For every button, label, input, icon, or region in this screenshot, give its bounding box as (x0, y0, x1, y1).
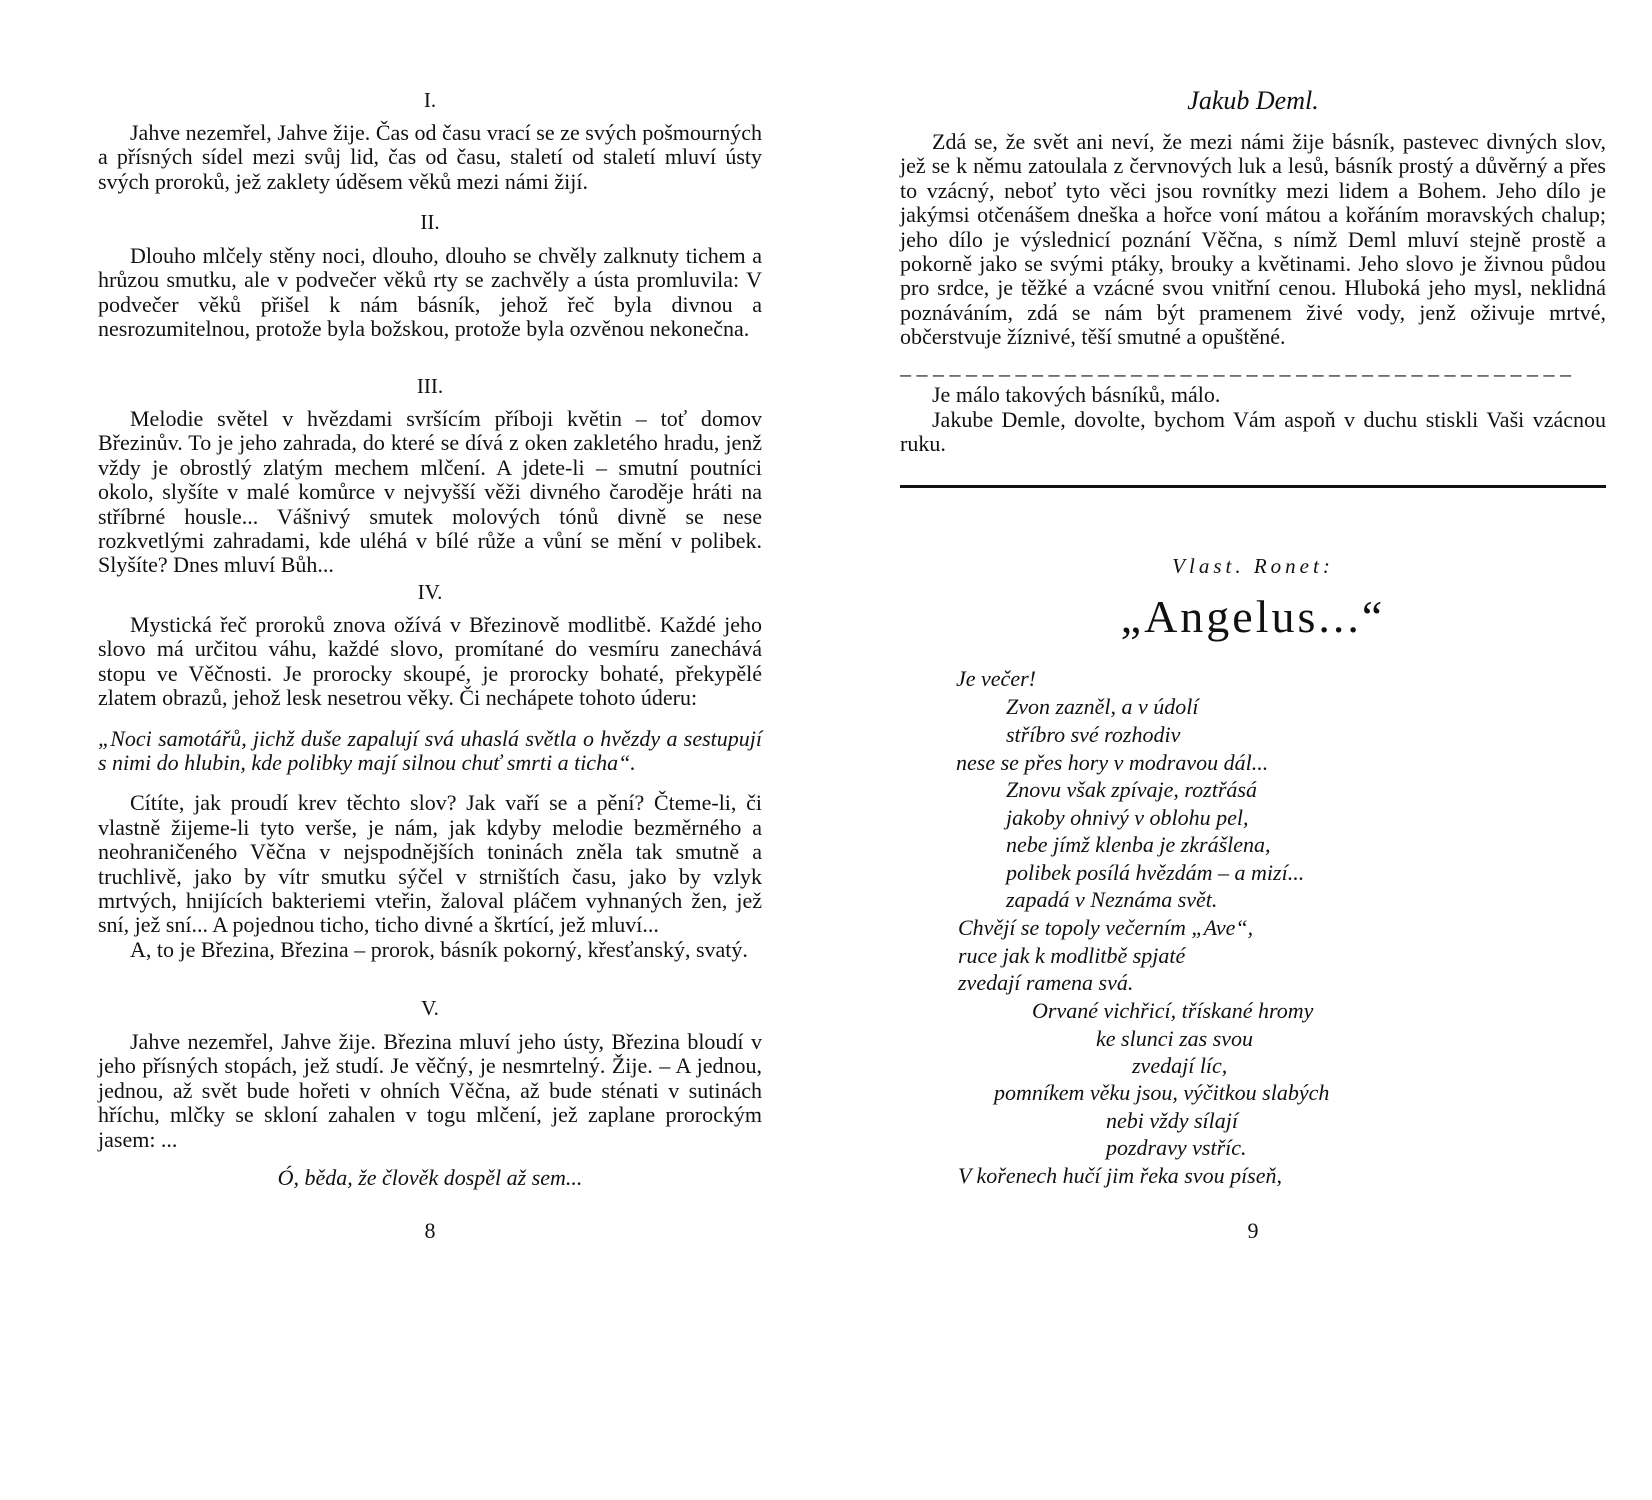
section-text: Jahve nezemřel, Jahve žije. Čas od času vrací se ze svých pošmourných a přísných sídel mezi svůj lid, čas od času, staletí od staletí mluví ústy svých proroků, jež zaklety úděsem věků mezi námi žijí. (98, 120, 762, 194)
section-text: Mystická řeč proroků znova ožívá v Březinově modlitbě. Každé jeho slovo má určitou váhu, každé slovo, promítané do vesmíru zanechává stopu ve Věčnosti. Je prorocky skoupé, je prorocky bohaté, překypělé zlatem obrazů, jehož lesk nesetrou věky. Či nechápete tohoto úderu: (98, 612, 762, 711)
section-1 (98, 88, 762, 194)
poem-line: Orvané vichřicí, třískané hromy (1032, 998, 1314, 1023)
poem-line: Zvon zazněl, a v údolí (1006, 694, 1199, 719)
section-numeral: I. (423, 88, 437, 112)
section-numeral: II. (420, 210, 440, 234)
horizontal-rule (900, 485, 1606, 488)
section-text-continued: Cítíte, jak proudí krev těchto slov? Jak vaří se a pění? Čteme-li, či vlastně žijeme-li tyto verše, je nám, jak kdyby melodie bezměrného a neohraničeného Věčna v nejspodnějších toninách zněla tak smutně a truchlivě, jako by vítr smutku sýčel v strništích času, jako by vzlyk mrtvých, hnijících bakteriemi vteřin, žaloval pláčem vyhnaných žen, jež sní, jež sní... A pojednou ticho, ticho divné a škrtící, jež mluví... (98, 790, 762, 938)
section-text: Jahve nezemřel, Jahve žije. Březina mluví jeho ústy, Březina bloudí v jeho přísných stopách, jež studí. Je věčný, je nesmrtelný. Žije. – A jednou, jednou, až svět bude hořeti v ohních Věčna, až bude sténati v sutinách hříchu, mlčky se skloní zahalen v togu mlčení, jež zaplane prorockým jasem: ... (98, 1029, 762, 1152)
poem-line: nebi vždy sílají (1106, 1108, 1238, 1133)
article-paragraph: Zdá se, že svět ani neví, že mezi námi žije básník, pastevec divných slov, jež se k němu zatoulala z červnových luk a lesů, básník prostý a důvěrný a přes to vzácný, neboť tyto věci jsou rovnítky mezi lidem a Bohem. Jeho dílo je jakýmsi otčenášem dneška a hořce voní mátou a kořáním moravských chalup; jeho dílo je výslednicí poznání Věčna, s nímž Deml mluví stejně prostě a pokorně jako se svými ptáky, brouky a květinami. Jeho slovo je živnou půdou pro srdce, je těžké a vzácné svou vnitřní cenou. Hluboká jeho mysl, neklidná poznáváním, zdá se nám být pramenem živé vody, jenž oživuje mrtvé, občerstvuje žíznivé, těší smutné a opuštěné. (900, 129, 1606, 350)
poem-title: „Angelus...“ (1120, 591, 1386, 642)
poem-line: zapadá v Neznáma svět. (1006, 887, 1218, 912)
closing-line: Ó, běda, že člověk dospěl až sem... (277, 1165, 583, 1190)
article-line: Je málo takových básníků, málo. (932, 382, 1221, 407)
poet-name: Vlast. Ronet: (1172, 554, 1334, 578)
poem-line: pozdravy vstříc. (1106, 1135, 1247, 1160)
section-2 (98, 210, 762, 342)
section-text-final: A, to je Březina, Březina – prorok, básník pokorný, křesťanský, svatý. (130, 936, 748, 962)
poem-line: ke slunci zas svou (1096, 1026, 1254, 1051)
poem-line: zvedají ramena svá. (958, 970, 1134, 995)
page-number: 8 (424, 1218, 436, 1243)
right-page (900, 0, 1606, 1500)
dash-separator: – – – – – – – – – – – – – – – – – – – – – – – – – – – – – – – – – – – – – – – – – (900, 364, 1571, 384)
poem-line: pomníkem věku jsou, výčitkou slabých (994, 1080, 1330, 1105)
quoted-verse: „Noci samotářů, jichž duše zapalují svá uhaslá světla o hvězdy a sestupují s nimi do hlubin, kde polibky mají silnou chuť smrti a ticha“. (98, 725, 762, 776)
section-text: Melodie světel v hvězdami svršícím příboji květin – toť domov Březinův. To je jeho zahrada, do které se dívá z oken zakletého hradu, jenž vždy je obrostlý zlatým mechem mlčení. A jdete-li – smutní poutníci okolo, slyšíte v malé komůrce v nejvyšší věži divného čaroděje hráti na stříbrné housle... Vášnivý smutek molových tónů divně se nese rozkvetlými zahradami, kde uléhá v bílé růže a vůní se mění v polibek. Slyšíte? Dnes mluví Bůh... (98, 406, 762, 578)
page-number: 9 (1247, 1218, 1259, 1243)
section-numeral: IV. (417, 580, 443, 604)
article-heading: Jakub Deml. (1187, 86, 1319, 115)
poem-line: ruce jak k modlitbě spjaté (958, 943, 1186, 968)
section-text: Dlouho mlčely stěny noci, dlouho, dlouho se chvěly zalknuty tichem a hrůzou smutku, ale v podvečer věků rty se zachvěly a ústa promluvila: V podvečer věků přišel k nám básník, jehož řeč byla divnou a nesrozumitelnou, protože byla božskou, protože byla ozvěnou nekonečna. (98, 243, 762, 342)
section-4 (98, 580, 762, 962)
poem-line: nebe jímž klenba je zkrášlena, (1006, 832, 1271, 857)
poem-line: nese se přes hory v modravou dál... (956, 750, 1269, 775)
poem-line: Znovu však zpívaje, roztřásá (1006, 777, 1257, 802)
poem-line: jakoby ohnivý v oblohu pel, (1006, 805, 1249, 830)
section-3 (98, 374, 762, 578)
section-numeral: III. (416, 374, 444, 398)
poem-line: zvedají líc, (1132, 1053, 1228, 1078)
poem-line: Je večer! (956, 666, 1036, 691)
poem-line: V kořenech hučí jim řeka svou píseň, (958, 1163, 1283, 1188)
section-numeral: V. (421, 996, 439, 1020)
poem-line: stříbro své rozhodiv (1006, 722, 1181, 747)
article-closing: Jakube Demle, dovolte, bychom Vám aspoň v duchu stiskli Vaši vzácnou ruku. (900, 407, 1606, 457)
left-page (98, 0, 762, 1500)
poem-line: Chvějí se topoly večerním „Ave“, (958, 915, 1254, 940)
poem-line: polibek posílá hvězdám – a mizí... (1006, 860, 1305, 885)
section-5 (98, 996, 762, 1152)
